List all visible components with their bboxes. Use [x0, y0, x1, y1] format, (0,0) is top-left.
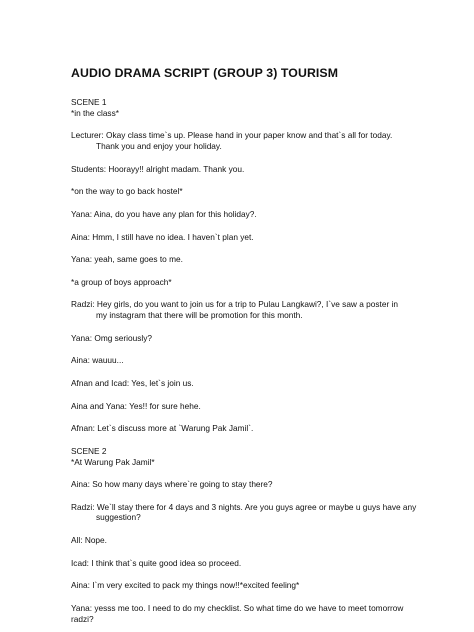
dialogue-line: Lecturer: Okay class time`s up. Please hand in your paper know and that`s all for today.: [71, 130, 393, 141]
dialogue-line-continued: suggestion?: [96, 512, 141, 523]
script-body: [71, 97, 417, 624]
dialogue-line: Radzi: We`ll stay there for 4 days and 3 nights. Are you guys agree or maybe u guys have any: [71, 501, 417, 512]
dialogue-line: Yana: yeah, same goes to me.: [71, 254, 183, 265]
stage-direction: *a group of boys approach*: [71, 276, 172, 287]
dialogue-line: Aina: Hmm, I still have no idea. I haven`t plan yet.: [71, 231, 254, 242]
dialogue-line: Aina: wauuu...: [71, 355, 124, 366]
dialogue-line-continued: Thank you and enjoy your holiday.: [96, 141, 222, 152]
stage-direction: *on the way to go back hostel*: [71, 186, 183, 197]
dialogue-line: Yana: Aina, do you have any plan for this holiday?.: [71, 208, 257, 219]
dialogue-line: Yana: yesss me too. I need to do my checklist. So what time do we have to meet tomorrow: [71, 602, 404, 613]
dialogue-line: All: Nope.: [71, 535, 107, 546]
dialogue-line: Aina: So how many days where`re going to stay there?: [71, 479, 273, 490]
dialogue-line: Students: Hoorayy!! alright madam. Thank you.: [71, 163, 245, 174]
dialogue-line: Aina: I`m very excited to pack my things now!!*excited feeling*: [71, 580, 300, 591]
dialogue-line: Afnan: Let`s discuss more at `Warung Pak Jamil`.: [71, 423, 254, 434]
scene-heading: SCENE 1: [71, 97, 107, 107]
scene-heading: SCENE 2: [71, 445, 107, 456]
dialogue-line-continued: radzi?: [71, 613, 94, 624]
dialogue-line: Radzi: Hey girls, do you want to join us for a trip to Pulau Langkawi?, I`ve saw a poster in: [71, 299, 398, 310]
dialogue-line-continued: my instagram that there will be promotion for this month.: [96, 310, 303, 321]
stage-direction: *in the class*: [71, 107, 119, 118]
document-title: AUDIO DRAMA SCRIPT (GROUP 3) TOURISM: [71, 66, 339, 80]
stage-direction: *At Warung Pak Jamil*: [71, 456, 155, 467]
dialogue-line: Afnan and Icad: Yes, let`s join us.: [71, 377, 194, 388]
dialogue-line: Icad: I think that`s quite good idea so proceed.: [71, 557, 242, 568]
dialogue-line: Aina and Yana: Yes!! for sure hehe.: [71, 400, 201, 411]
dialogue-line: Yana: Omg seriously?: [71, 332, 153, 343]
